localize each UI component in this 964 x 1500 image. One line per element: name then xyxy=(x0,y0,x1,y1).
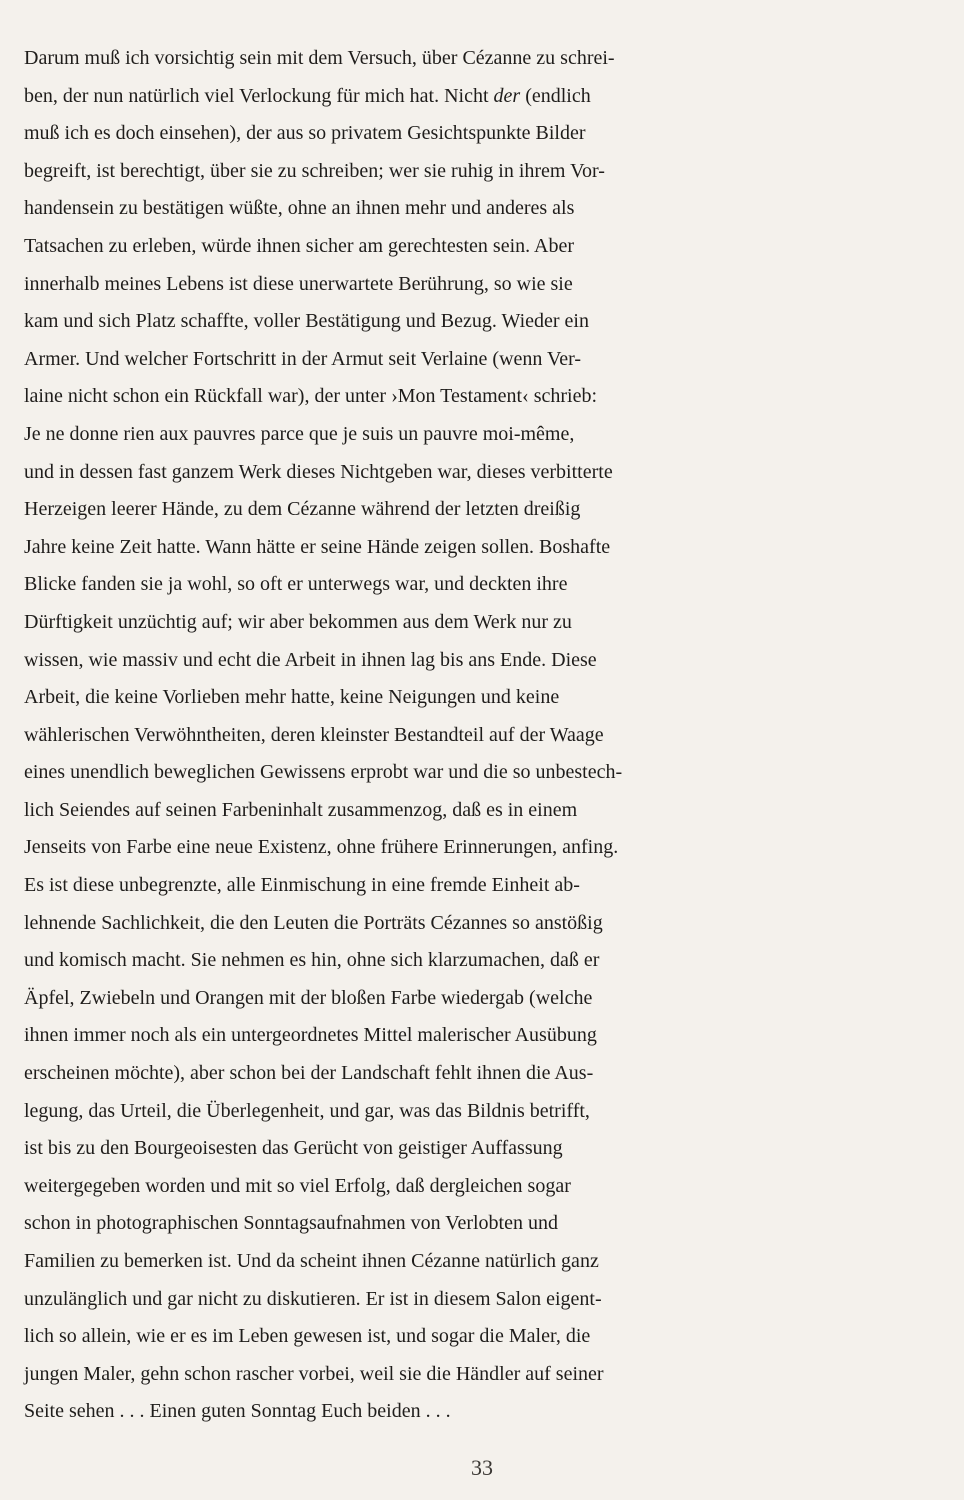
text-line: Äpfel, Zwiebeln und Orangen mit der bloßen Farbe wiedergab (welche xyxy=(24,986,593,1009)
text-line: ist bis zu den Bourgeoisesten das Gerücht von geistiger Auffassung xyxy=(24,1137,563,1160)
text-line: Armer. Und welcher Fortschritt in der Armut seit Verlaine (wenn Ver- xyxy=(24,347,582,370)
text-line: lehnende Sachlichkeit, die den Leuten die Porträts Cézannes so anstößig xyxy=(24,911,603,934)
text-line: handensein zu bestätigen wüßte, ohne an ihnen mehr und anderes als xyxy=(24,197,575,220)
text-line: Blicke fanden sie ja wohl, so oft er unterwegs war, und deckten ihre xyxy=(24,573,568,596)
text-line: unzulänglich und gar nicht zu diskutieren. Er ist in diesem Salon eigent- xyxy=(24,1287,602,1310)
text-line: wählerischen Verwöhntheiten, deren kleinster Bestandteil auf der Waage xyxy=(24,723,604,746)
text-line: lich Seiendes auf seinen Farbeninhalt zusammenzog, daß es in einem xyxy=(24,798,578,821)
text-line: laine nicht schon ein Rückfall war), der unter ›Mon Testament‹ schrieb: xyxy=(24,385,598,408)
text-line: und komisch macht. Sie nehmen es hin, ohne sich klarzumachen, daß er xyxy=(24,949,600,972)
text-line: wissen, wie massiv und echt die Arbeit in ihnen lag bis ans Ende. Diese xyxy=(24,648,597,671)
emphasized-word: der xyxy=(493,84,521,107)
text-line: innerhalb meines Lebens ist diese unerwartete Berührung, so wie sie xyxy=(24,272,573,295)
text-line: jungen Maler, gehn schon rascher vorbei, weil sie die Händler auf seiner xyxy=(24,1362,604,1385)
text-line: Herzeigen leerer Hände, zu dem Cézanne während der letzten dreißig xyxy=(24,498,581,521)
text-line: legung, das Urteil, die Überlegenheit, und gar, was das Bildnis betrifft, xyxy=(24,1099,590,1122)
text-run: (endlich xyxy=(520,84,591,107)
text-line: Darum muß ich vorsichtig sein mit dem Versuch, über Cézanne zu schrei- xyxy=(24,47,615,69)
text-run: ben, der nun natürlich viel Verlockung für mich hat. Nicht xyxy=(24,84,494,107)
text-line: Familien zu bemerken ist. Und da scheint ihnen Cézanne natürlich ganz xyxy=(24,1250,599,1272)
text-line: Tatsachen zu erleben, würde ihnen sicher am gerechtesten sein. Aber xyxy=(24,234,575,257)
text-line: eines unendlich beweglichen Gewissens erprobt war und die so unbestech- xyxy=(24,761,623,784)
text-line: Jahre keine Zeit hatte. Wann hätte er seine Hände zeigen sollen. Boshafte xyxy=(24,535,611,558)
text-line: erscheinen möchte), aber schon bei der Landschaft fehlt ihnen die Aus- xyxy=(24,1062,594,1085)
text-line: Seite sehen . . . Einen guten Sonntag Euch beiden . . . xyxy=(24,1400,451,1423)
page-number: 33 xyxy=(471,1455,493,1480)
text-line: muß ich es doch einsehen), der aus so privatem Gesichtspunkte Bilder xyxy=(24,122,586,145)
text-line: Jenseits von Farbe eine neue Existenz, ohne frühere Erinnerungen, anfing. xyxy=(24,836,619,859)
text-line: Es ist diese unbegrenzte, alle Einmischung in eine fremde Einheit ab- xyxy=(24,874,580,897)
text-line: begreift, ist berechtigt, über sie zu schreiben; wer sie ruhig in ihrem Vor- xyxy=(24,159,605,182)
text-line: Je ne donne rien aux pauvres parce que je suis un pauvre moi-même, xyxy=(24,422,575,445)
text-line: lich so allein, wie er es im Leben gewesen ist, und sogar die Maler, die xyxy=(24,1325,591,1348)
text-line: ihnen immer noch als ein untergeordnetes Mittel malerischer Ausübung xyxy=(24,1024,597,1047)
text-line: Dürftigkeit unzüchtig auf; wir aber bekommen aus dem Werk nur zu xyxy=(24,610,572,633)
text-line: weitergegeben worden und mit so viel Erfolg, daß dergleichen sogar xyxy=(24,1174,571,1197)
text-line: und in dessen fast ganzem Werk dieses Nichtgeben war, dieses verbitterte xyxy=(24,460,613,483)
text-line: kam und sich Platz schaffte, voller Bestätigung und Bezug. Wieder ein xyxy=(24,310,589,333)
body-text xyxy=(24,40,944,1431)
text-line xyxy=(24,78,944,116)
text-line: schon in photographischen Sonntagsaufnahmen von Verlobten und xyxy=(24,1212,558,1235)
text-line: Arbeit, die keine Vorlieben mehr hatte, keine Neigungen und keine xyxy=(24,686,560,709)
